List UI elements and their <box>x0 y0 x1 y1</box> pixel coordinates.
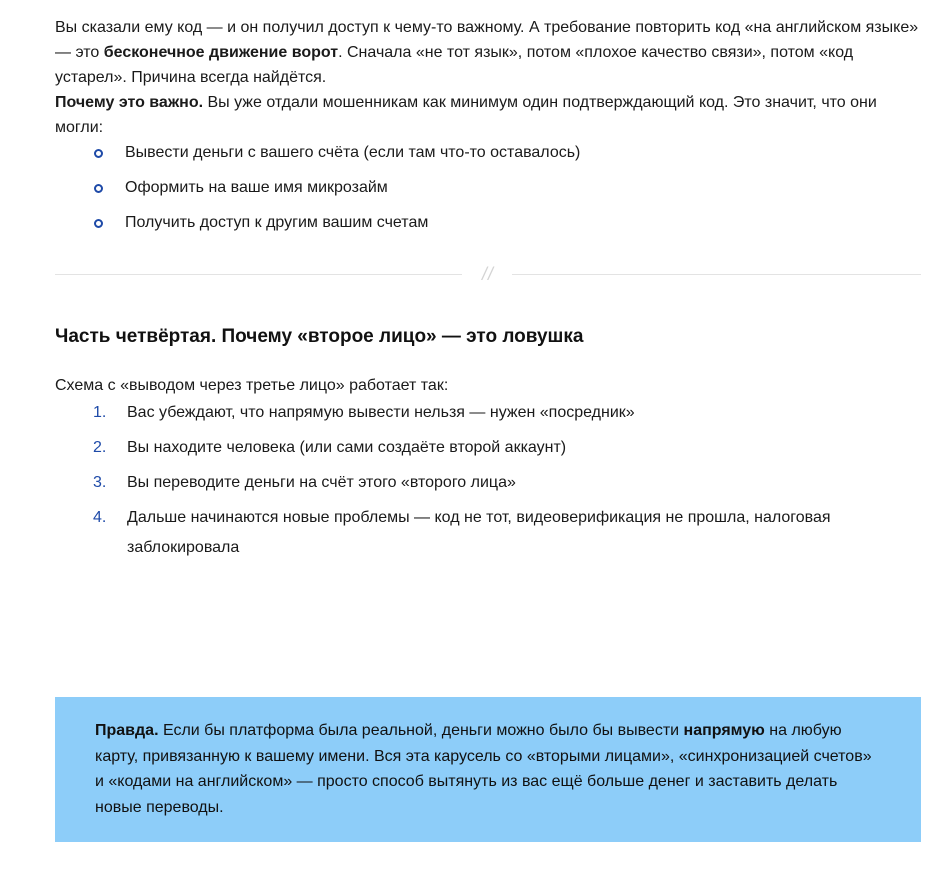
step-number: 4. <box>93 509 107 526</box>
truth-label: Правда. <box>95 722 159 739</box>
section-divider <box>55 264 921 284</box>
article-body <box>55 15 921 568</box>
step-text: Дальше начинаются новые проблемы — код не тот, видеоверификация не прошла, налоговая заблокировала <box>127 509 831 556</box>
step-text: Вас убеждают, что напрямую вывести нельзя — нужен «посредник» <box>127 404 635 421</box>
list-item <box>93 503 921 563</box>
list-item-text: Вывести деньги с вашего счёта (если там что-то оставалось) <box>125 144 581 161</box>
truth-text-start: Если бы платформа была реальной, деньги можно было бы вывести <box>158 722 684 739</box>
why-important-paragraph <box>55 90 921 140</box>
intro-text-end: . Сначала «не тот язык», потом «плохое качество связи», потом «код устарел». Причина всегда найдётся. <box>55 44 854 86</box>
step-number: 2. <box>93 439 107 456</box>
list-item <box>94 140 921 165</box>
list-item <box>94 210 921 235</box>
list-item <box>93 433 921 463</box>
steps-list <box>55 398 921 563</box>
intro-bold-phrase: бесконечное движение ворот <box>103 44 339 61</box>
step-text: Вы находите человека (или сами создаёте второй аккаунт) <box>127 439 567 456</box>
section-intro: Схема с «выводом через третье лицо» работает так: <box>55 377 449 394</box>
divider-line-left <box>55 274 462 275</box>
divider-line-right <box>512 274 921 275</box>
step-text: Вы переводите деньги на счёт этого «второго лица» <box>127 474 516 491</box>
truth-bold-word: напрямую <box>683 722 765 739</box>
intro-paragraph <box>55 15 921 90</box>
step-number: 1. <box>93 404 107 421</box>
consequences-list <box>55 140 921 235</box>
list-item <box>93 468 921 498</box>
circle-bullet-icon <box>94 149 103 158</box>
why-important-label: Почему это важно. <box>55 94 204 111</box>
circle-bullet-icon <box>94 184 103 193</box>
section-heading: Часть четвёртая. Почему «второе лицо» — это ловушка <box>55 326 584 347</box>
step-number: 3. <box>93 474 107 491</box>
list-item <box>94 175 921 200</box>
why-important-text: Вы уже отдали мошенникам как минимум один подтверждающий код. Это значит, что они могли: <box>55 94 877 136</box>
truth-text-end: на любую карту, привязанную к вашему имени. Вся эта карусель со «вторыми лицами», «синхронизацией счетов» и «кодами на английском» — просто способ вытянуть из вас ещё больше денег и заставить делать новые переводы. <box>95 722 872 816</box>
list-item-text: Оформить на ваше имя микрозайм <box>125 179 388 196</box>
truth-paragraph <box>95 718 881 820</box>
circle-bullet-icon <box>94 219 103 228</box>
truth-callout <box>55 697 921 842</box>
intro-text-start: Вы сказали ему код — и он получил доступ к чему-то важному. А требование повторить код «на английском языке» — это <box>55 19 919 61</box>
divider-slash-icon: // <box>481 264 494 284</box>
list-item <box>93 398 921 428</box>
list-item-text: Получить доступ к другим вашим счетам <box>125 214 429 231</box>
